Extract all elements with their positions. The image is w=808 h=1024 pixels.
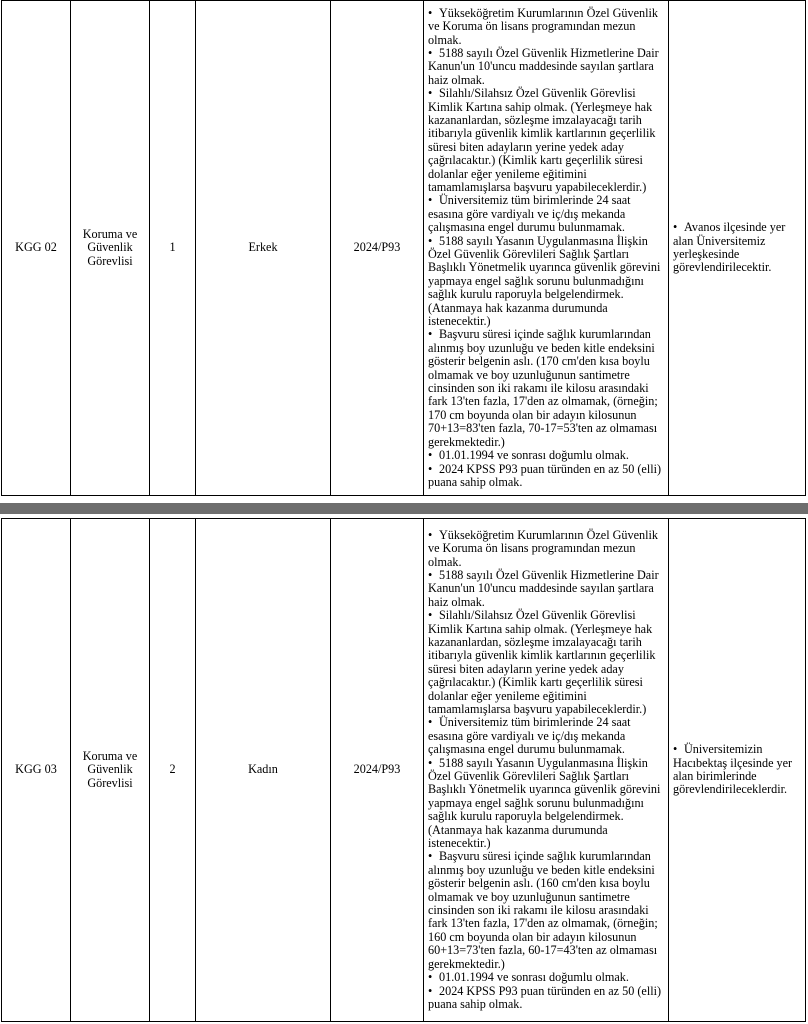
requirement-item (428, 328, 664, 449)
assignment-note: Avanos ilçesinde yer alan Üniversitemiz yerleşkesinde görevlendirilecektir. (673, 220, 786, 275)
bullet-icon: • (428, 233, 433, 248)
requirement-item (428, 449, 664, 462)
requirement-text: Üniversitemiz tüm birimlerinde 24 saat esasına göre vardiyalı ve iç/dış mekanda çalışmasına engel durumu bulunmamak. (428, 715, 631, 757)
requirements-cell (424, 519, 669, 1022)
requirement-item (428, 463, 664, 490)
requirement-text: Yükseköğretim Kurumlarının Özel Güvenlik ve Koruma ön lisans programından mezun olmak. (428, 5, 658, 47)
requirement-item (428, 87, 664, 194)
requirement-text: 5188 sayılı Özel Güvenlik Hizmetlerine Dair Kanun'un 10'uncu maddesinde sayılan şartlara haiz olmak. (428, 567, 659, 609)
position-gender: Kadın (196, 519, 331, 1022)
bullet-icon: • (428, 45, 433, 60)
requirement-item (428, 757, 664, 851)
bullet-icon: • (428, 327, 433, 342)
table-row (2, 519, 806, 1022)
requirement-text: Silahlı/Silahsız Özel Güvenlik Görevlisi Kimlik Kartına sahip olmak. (Yerleşmeye hak kazananlardan, sözleşme imzalayacağı tarih itibarıyla güvenlik kimlik kartlarının geçerlilik süresi biten adayların yerine yedek aday çağrılacaktır.) (Kimlik kartı geçerlilik süresi dolanlar eğer yenileme eğitimini tamamlamışlarsa başvuru yapabileceklerdir.) (428, 608, 656, 716)
requirement-item (428, 985, 664, 1012)
bullet-icon: • (428, 983, 433, 998)
position-title: Koruma ve Güvenlik Görevlisi (71, 1, 150, 496)
position-count: 1 (150, 1, 196, 496)
position-row-table (1, 518, 806, 1022)
requirement-text: 2024 KPSS P93 puan türünden en az 50 (elli) puana sahip olmak. (428, 983, 662, 1011)
position-title: Koruma ve Güvenlik Görevlisi (71, 519, 150, 1022)
bullet-icon: • (673, 220, 678, 235)
requirement-item (428, 609, 664, 716)
table-row (2, 1, 806, 496)
requirement-text: Başvuru süresi içinde sağlık kurumlarından alınmış boy uzunluğu ve beden kitle endeksini gösterir belgenin aslı. (170 cm'den kısa boylu olmamak ve boy uzunluğunun santimetre cinsinden son iki rakamı ile kilosu arasındaki fark 13'ten fazla, 17'den az olmamak, (örneğin; 170 cm boyunda olan bir adayın kilosunun 70+13=83'ten fazla, 70-17=53'ten az olmaması gerekmektedir.) (428, 327, 658, 449)
bullet-icon: • (428, 448, 433, 463)
assignment-note-cell (669, 1, 806, 496)
bullet-icon: • (428, 970, 433, 985)
bullet-icon: • (428, 5, 433, 20)
bullet-icon: • (428, 715, 433, 730)
bullet-icon: • (428, 461, 433, 476)
assignment-note: Üniversitemizin Hacıbektaş ilçesinde yer alan birimlerinde görevlendirileceklerdir. (673, 742, 793, 797)
bullet-icon: • (428, 193, 433, 208)
requirement-item (428, 7, 664, 47)
requirement-text: Üniversitemiz tüm birimlerinde 24 saat esasına göre vardiyalı ve iç/dış mekanda çalışmasına engel durumu bulunmamak. (428, 193, 631, 235)
score-type: 2024/P93 (331, 519, 424, 1022)
requirement-item (428, 716, 664, 756)
requirement-text: 5188 sayılı Özel Güvenlik Hizmetlerine Dair Kanun'un 10'uncu maddesinde sayılan şartlara haiz olmak. (428, 45, 659, 87)
bullet-icon: • (428, 527, 433, 542)
bullet-icon: • (673, 742, 678, 757)
bullet-icon: • (428, 755, 433, 770)
bullet-icon: • (428, 567, 433, 582)
assignment-note-cell (669, 519, 806, 1022)
requirement-text: 01.01.1994 ve sonrası doğumlu olmak. (439, 448, 629, 463)
requirement-text: Silahlı/Silahsız Özel Güvenlik Görevlisi Kimlik Kartına sahip olmak. (Yerleşmeye hak kazananlardan, sözleşme imzalayacağı tarih itibarıyla güvenlik kimlik kartlarının geçerlilik süresi biten adayların yerine yedek aday çağrılacaktır.) (Kimlik kartı geçerlilik süresi dolanlar eğer yenileme eğitimini tamamlamışlarsa başvuru yapabileceklerdir.) (428, 86, 656, 194)
score-type: 2024/P93 (331, 1, 424, 496)
position-gender: Erkek (196, 1, 331, 496)
requirement-item (428, 971, 664, 984)
requirement-text: 2024 KPSS P93 puan türünden en az 50 (elli) puana sahip olmak. (428, 461, 662, 489)
requirement-text: Başvuru süresi içinde sağlık kurumlarından alınmış boy uzunluğu ve beden kitle endeksini gösterir belgenin aslı. (160 cm'den kısa boylu olmamak ve boy uzunluğunun santimetre cinsinden son iki rakamı ile kilosu arasındaki fark 13'ten fazla, 17'den az olmamak, (örneğin; 160 cm boyunda olan bir adayın kilosunun 60+13=73'ten fazla, 60-17=43'ten az olmaması gerekmektedir.) (428, 849, 658, 971)
requirement-text: 5188 sayılı Yasanın Uygulanmasına İlişkin Özel Güvenlik Görevlileri Sağlık Şartları Başlıklı Yönetmelik uyarınca güvenlik görevini yapmaya engel sağlık sorunu bulunmadığını sağlık kurulu raporuyla belgelendirmek. (Atanmaya hak kazanma durumunda istenecektir.) (428, 755, 661, 851)
requirements-list (428, 529, 664, 1012)
position-count: 2 (150, 519, 196, 1022)
requirement-text: 01.01.1994 ve sonrası doğumlu olmak. (439, 970, 629, 985)
bullet-icon: • (428, 849, 433, 864)
requirement-text: Yükseköğretim Kurumlarının Özel Güvenlik ve Koruma ön lisans programından mezun olmak. (428, 527, 658, 569)
position-row-table (1, 0, 806, 496)
requirement-item (428, 569, 664, 609)
requirement-item (428, 529, 664, 569)
requirements-cell (424, 1, 669, 496)
bullet-icon: • (428, 608, 433, 623)
requirement-item (428, 194, 664, 234)
position-table-kgg03 (0, 518, 808, 1022)
requirement-item (428, 850, 664, 971)
requirement-item (428, 235, 664, 329)
position-code: KGG 03 (2, 519, 71, 1022)
section-divider (0, 503, 808, 514)
requirement-item (428, 47, 664, 87)
position-code: KGG 02 (2, 1, 71, 496)
requirement-text: 5188 sayılı Yasanın Uygulanmasına İlişkin Özel Güvenlik Görevlileri Sağlık Şartları Başlıklı Yönetmelik uyarınca güvenlik görevini yapmaya engel sağlık sorunu bulunmadığını sağlık kurulu raporuyla belgelendirmek. (Atanmaya hak kazanma durumunda istenecektir.) (428, 233, 661, 329)
position-table-kgg02 (0, 0, 808, 496)
requirements-list (428, 7, 664, 490)
bullet-icon: • (428, 86, 433, 101)
